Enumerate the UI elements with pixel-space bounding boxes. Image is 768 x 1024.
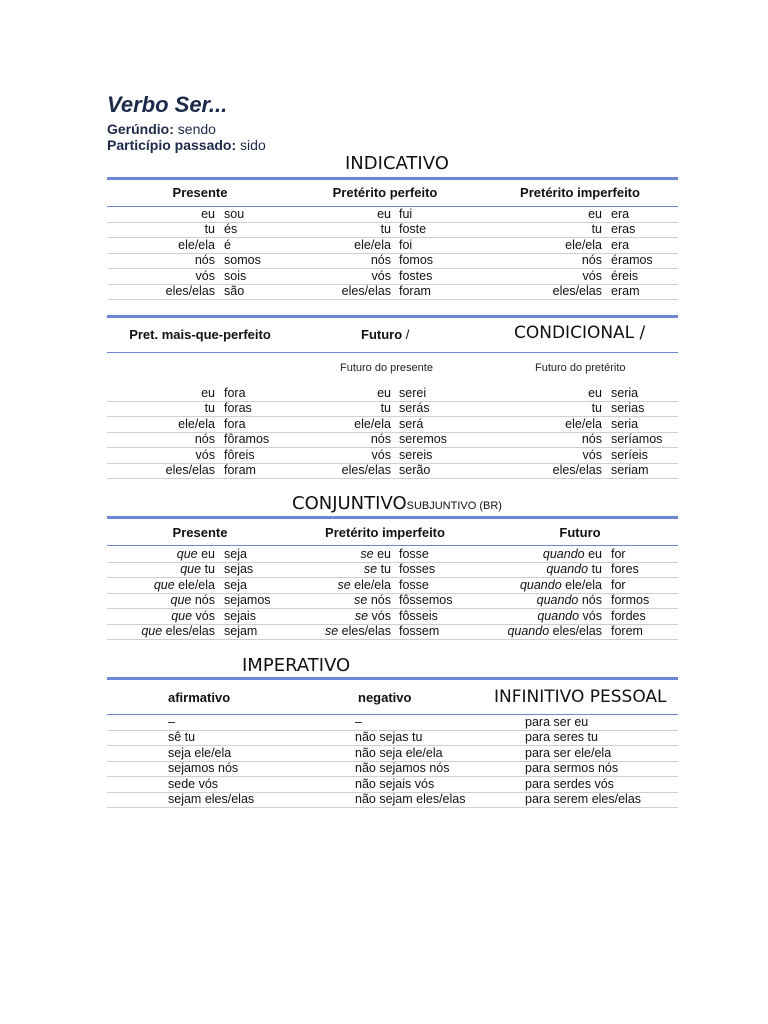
verb-cell: serão	[399, 463, 431, 477]
infinitivo-cell: para serem eles/elas	[525, 792, 642, 806]
infinitivo-cell: para ser ele/ela	[525, 745, 612, 760]
pronoun-cell: ele/ela	[354, 237, 391, 252]
row-divider	[107, 639, 678, 640]
negativo-cell: não sejais vós	[355, 776, 435, 791]
verb-cell: sejas	[224, 562, 254, 577]
afirmativo-cell: sejam eles/elas	[168, 792, 255, 806]
verb-cell: seremos	[399, 432, 447, 447]
pronoun-cell: nós	[194, 432, 215, 447]
afirmativo-cell: sê tu	[168, 730, 196, 745]
header-conj-presente: Presente	[172, 525, 228, 540]
row-divider	[107, 478, 678, 479]
header-preterito-imperfeito: Pretérito imperfeito	[520, 185, 640, 200]
verb-cell: é	[224, 237, 231, 252]
verb-cell: for	[611, 547, 626, 561]
pronoun-cell: ele/ela	[178, 237, 215, 252]
negativo-cell: não sejam eles/elas	[355, 792, 466, 806]
conjunction: se	[324, 624, 339, 638]
divider	[107, 545, 678, 546]
conjunction: se	[354, 593, 368, 608]
pronoun-cell	[490, 547, 602, 562]
negativo-cell: não sejas tu	[355, 730, 423, 745]
header-afirmativo: afirmativo	[168, 690, 231, 705]
pronoun-cell: vós	[371, 447, 391, 462]
pronoun: tu	[204, 562, 215, 577]
pronoun: vós	[582, 608, 602, 623]
pronoun: nós	[194, 593, 215, 608]
participio-line	[107, 137, 266, 153]
pronoun: eles/elas	[552, 624, 602, 638]
header-conj-imperfeito: Pretérito imperfeito	[325, 525, 445, 540]
conjunction: quando	[537, 608, 580, 623]
verb-cell: fôreis	[224, 447, 255, 462]
verb-cell: fomos	[399, 253, 434, 268]
pronoun-cell: nós	[581, 432, 602, 447]
pronoun-cell	[110, 593, 215, 608]
gerundio-label: Gerúndio:	[107, 121, 174, 137]
gerundio-line	[107, 121, 216, 137]
pronoun-cell: eu	[588, 207, 602, 221]
infinitivo-cell: para ser eu	[525, 715, 589, 729]
afirmativo-cell: –	[168, 715, 175, 729]
pronoun: eles/elas	[165, 624, 215, 638]
pronoun-cell	[110, 547, 215, 562]
pronoun-cell	[295, 609, 391, 624]
participio-value: sido	[240, 137, 266, 153]
pronoun-cell: eles/elas	[552, 284, 602, 298]
conjunction: que	[170, 593, 192, 608]
verb-cell: são	[224, 284, 245, 298]
pronoun-cell: ele/ela	[354, 416, 391, 431]
verb-cell: sejamos	[224, 593, 271, 608]
pronoun-cell	[110, 609, 215, 624]
header-futuro	[361, 327, 409, 342]
pronoun: ele/ela	[178, 577, 215, 592]
verb-cell: fosses	[399, 562, 436, 577]
verb-cell: fosse	[399, 577, 429, 592]
verb-cell: sejam	[224, 624, 258, 638]
header-conj-futuro: Futuro	[559, 525, 601, 540]
verb-cell: eras	[611, 222, 636, 237]
row-divider	[107, 299, 678, 300]
page-title: Verbo Ser...	[107, 92, 228, 117]
pronoun-cell: nós	[370, 253, 391, 268]
verb-cell: será	[399, 416, 424, 431]
verb-cell: sou	[224, 207, 245, 221]
verb-cell: sejais	[224, 608, 256, 623]
verb-cell: foras	[224, 401, 252, 416]
pronoun-cell: tu	[591, 401, 602, 416]
infinitivo-cell: para sermos nós	[525, 761, 619, 776]
conjunction: se	[337, 577, 351, 592]
pronoun-cell: eles/elas	[552, 463, 602, 477]
pronoun-cell: ele/ela	[565, 237, 602, 252]
negativo-cell: não seja ele/ela	[355, 745, 443, 760]
verb-cell: és	[224, 222, 238, 237]
verb-cell: fordes	[611, 608, 646, 623]
divider	[107, 315, 678, 318]
conjunction: quando	[536, 593, 579, 608]
conjunction: que	[176, 547, 198, 561]
verb-cell: fossem	[399, 624, 440, 638]
conjuntivo-title	[292, 493, 502, 514]
negativo-cell: –	[355, 715, 362, 729]
verb-cell: éreis	[611, 268, 639, 283]
verb-cell: fostes	[399, 268, 433, 283]
verb-cell: eram	[611, 284, 640, 298]
pronoun-cell: vós	[195, 268, 215, 283]
header-presente: Presente	[172, 185, 228, 200]
divider	[107, 516, 678, 519]
pronoun-cell	[295, 562, 391, 577]
verb-cell: forem	[611, 624, 643, 638]
conjunction: que	[141, 624, 163, 638]
pronoun: ele/ela	[565, 577, 602, 592]
pronoun: vós	[195, 608, 215, 623]
pronoun: nós	[581, 593, 602, 608]
futuro-do-preterito-label: Futuro do pretérito	[535, 362, 626, 374]
gerundio-value: sendo	[177, 121, 216, 137]
verb-cell: fora	[224, 386, 246, 400]
pronoun-cell: eu	[201, 386, 215, 400]
pronoun-cell	[295, 578, 391, 593]
conjunction: que	[153, 577, 175, 592]
infinitivo-cell: para serdes vós	[525, 776, 614, 791]
verb-cell: fores	[611, 562, 639, 577]
header-futuro-slash: /	[405, 327, 410, 342]
futuro-do-presente-label: Futuro do presente	[340, 362, 433, 374]
verb-cell: sois	[224, 268, 247, 283]
conjunction: que	[171, 608, 193, 623]
pronoun-cell: eles/elas	[341, 463, 391, 477]
afirmativo-cell: sede vós	[168, 776, 219, 791]
pronoun: eu	[588, 547, 602, 561]
pronoun: eu	[377, 547, 391, 561]
pronoun-cell: eu	[377, 207, 391, 221]
verb-cell: éramos	[611, 253, 653, 268]
pronoun-cell	[490, 609, 602, 624]
conjunction: quando	[519, 577, 562, 592]
verb-cell: seríeis	[611, 447, 648, 462]
pronoun-cell	[110, 562, 215, 577]
pronoun-cell: eles/elas	[165, 284, 215, 298]
pronoun-cell	[490, 624, 602, 639]
pronoun: tu	[591, 562, 602, 577]
divider	[107, 714, 678, 715]
verb-cell: formos	[611, 593, 650, 608]
verb-cell: foram	[224, 463, 256, 477]
verb-cell: serias	[611, 401, 645, 416]
pronoun-cell	[110, 624, 215, 639]
pronoun-cell: tu	[204, 222, 215, 237]
pronoun-cell: vós	[195, 447, 215, 462]
conjunction: se	[354, 608, 369, 623]
imperativo-title: IMPERATIVO	[242, 655, 351, 676]
verb-cell: fui	[399, 207, 413, 221]
divider	[107, 677, 678, 680]
verb-cell: era	[611, 207, 630, 221]
infinitivo-cell: para seres tu	[525, 730, 598, 745]
conjunction: se	[360, 547, 374, 561]
pronoun-cell: nós	[370, 432, 391, 447]
afirmativo-cell: sejamos nós	[168, 761, 239, 776]
pronoun-cell: vós	[582, 268, 602, 283]
subjuntivo-br-label: SUBJUNTIVO (BR)	[406, 500, 502, 512]
verb-cell: era	[611, 237, 630, 252]
verb-cell: sereis	[399, 447, 433, 462]
conjunction: quando	[542, 547, 585, 561]
pronoun-cell: tu	[380, 222, 391, 237]
pronoun-cell: tu	[591, 222, 602, 237]
pronoun-cell: tu	[204, 401, 215, 416]
verb-cell: fôssemos	[399, 593, 453, 608]
verb-cell: serás	[399, 401, 430, 416]
condicional-title: CONDICIONAL /	[514, 323, 646, 343]
conjunction: quando	[507, 624, 550, 638]
pronoun: eles/elas	[341, 624, 391, 638]
pronoun-cell: ele/ela	[565, 416, 602, 431]
verb-cell: seria	[611, 386, 639, 400]
indicativo-title: INDICATIVO	[345, 153, 449, 174]
conjuntivo-title-main: CONJUNTIVO	[292, 493, 407, 514]
verb-cell: seja	[224, 577, 247, 592]
pronoun-cell: nós	[194, 253, 215, 268]
pronoun-cell	[490, 578, 602, 593]
participio-label: Particípio passado:	[107, 137, 237, 153]
verb-cell: serei	[399, 386, 427, 400]
header-preterito-perfeito: Pretérito perfeito	[332, 185, 438, 200]
verb-cell: fôramos	[224, 432, 270, 447]
pronoun-cell	[295, 624, 391, 639]
divider	[107, 177, 678, 180]
infinitivo-pessoal-title: INFINITIVO PESSOAL	[494, 687, 667, 707]
pronoun-cell: vós	[582, 447, 602, 462]
conjunction: se	[363, 562, 378, 577]
pronoun: tu	[380, 562, 391, 577]
negativo-cell: não sejamos nós	[355, 761, 450, 776]
pronoun-cell: nós	[581, 253, 602, 268]
header-mais-que-perfeito: Pret. mais-que-perfeito	[129, 327, 271, 342]
pronoun-cell: eles/elas	[165, 463, 215, 477]
verb-cell: foste	[399, 222, 427, 237]
verb-cell: seriam	[611, 463, 649, 477]
verb-cell: seja	[224, 547, 247, 561]
pronoun-cell	[295, 547, 391, 562]
divider	[107, 352, 678, 353]
verb-cell: seríamos	[611, 432, 663, 447]
verb-cell: for	[611, 577, 626, 592]
pronoun-cell: tu	[380, 401, 391, 416]
pronoun-cell: eu	[377, 386, 391, 400]
verb-cell: foram	[399, 284, 431, 298]
pronoun: eu	[201, 547, 215, 561]
pronoun-cell: vós	[371, 268, 391, 283]
pronoun-cell: ele/ela	[178, 416, 215, 431]
verb-cell: fosse	[399, 547, 429, 561]
conjunction: que	[180, 562, 202, 577]
pronoun-cell: eles/elas	[341, 284, 391, 298]
verb-cell: fora	[224, 416, 246, 431]
header-negativo: negativo	[358, 690, 412, 705]
pronoun-cell: eu	[588, 386, 602, 400]
verb-cell: somos	[224, 253, 261, 268]
pronoun-cell	[490, 593, 602, 608]
pronoun: vós	[371, 608, 391, 623]
verb-cell: seria	[611, 416, 639, 431]
header-futuro-label: Futuro	[361, 327, 403, 342]
pronoun: ele/ela	[354, 577, 391, 592]
verb-cell: fôsseis	[399, 608, 438, 623]
pronoun-cell	[110, 578, 215, 593]
pronoun-cell	[295, 593, 391, 608]
conjunction: quando	[546, 562, 589, 577]
afirmativo-cell: seja ele/ela	[168, 745, 232, 760]
row-divider	[107, 807, 678, 808]
pronoun: nós	[370, 593, 391, 608]
verb-cell: foi	[399, 237, 413, 252]
pronoun-cell	[490, 562, 602, 577]
pronoun-cell: eu	[201, 207, 215, 221]
